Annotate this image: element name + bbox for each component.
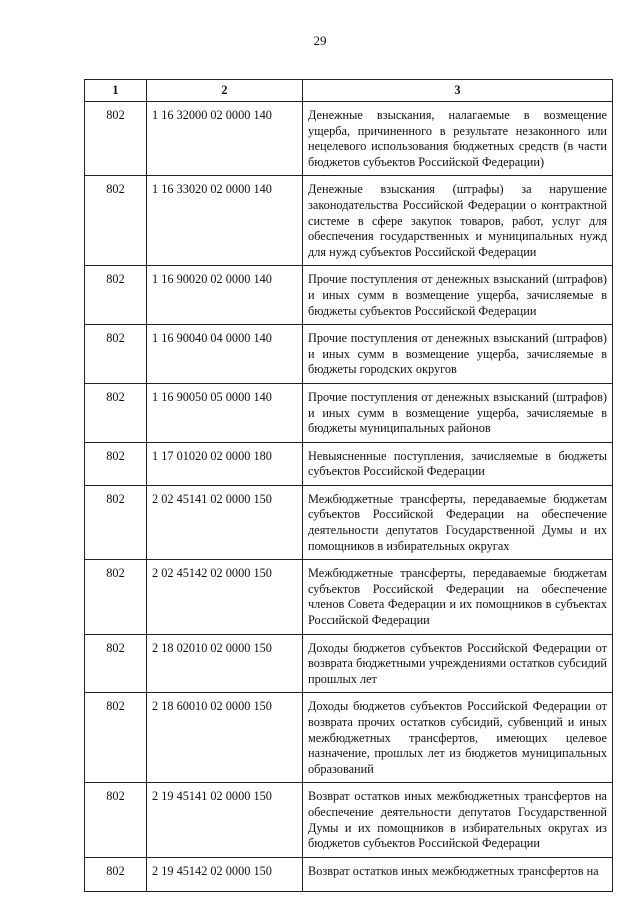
table-row: [85, 266, 613, 325]
table-row: [85, 560, 613, 634]
table-header-row: [85, 80, 613, 102]
description-cell: Возврат остатков иных межбюджетных трансфертов на: [303, 857, 613, 891]
admin-code-cell: 802: [85, 102, 147, 176]
description-cell: Межбюджетные трансферты, передаваемые бюджетам субъектов Российской Федерации на обеспечение членов Совета Федерации и их помощников в субъектах Российской Федерации: [303, 560, 613, 634]
revenue-code-cell: 2 19 45142 02 0000 150: [147, 857, 303, 891]
table-row: [85, 783, 613, 857]
table-row: [85, 325, 613, 384]
revenue-code-cell: 1 16 90020 02 0000 140: [147, 266, 303, 325]
table-row: [85, 634, 613, 693]
description-cell: Прочие поступления от денежных взысканий (штрафов) и иных сумм в возмещение ущерба, зачисляемые в бюджеты городских округов: [303, 325, 613, 384]
description-cell: Прочие поступления от денежных взысканий (штрафов) и иных сумм в возмещение ущерба, зачисляемые в бюджеты муниципальных районов: [303, 383, 613, 442]
revenue-code-cell: 1 16 32000 02 0000 140: [147, 102, 303, 176]
revenue-code-cell: 1 16 90040 04 0000 140: [147, 325, 303, 384]
description-cell: Невыясненные поступления, зачисляемые в бюджеты субъектов Российской Федерации: [303, 442, 613, 485]
admin-code-cell: 802: [85, 857, 147, 891]
admin-code-cell: 802: [85, 485, 147, 559]
admin-code-cell: 802: [85, 442, 147, 485]
revenue-codes-table: [84, 79, 613, 892]
column-header: 1: [85, 80, 147, 102]
description-cell: Денежные взыскания, налагаемые в возмещение ущерба, причиненного в результате незаконного или нецелевого использования бюджетных средств (в части бюджетов субъектов Российской Федерации): [303, 102, 613, 176]
table-row: [85, 102, 613, 176]
table-row: [85, 693, 613, 783]
table-row: [85, 176, 613, 266]
admin-code-cell: 802: [85, 634, 147, 693]
column-header: 2: [147, 80, 303, 102]
table-row: [85, 442, 613, 485]
revenue-code-cell: 1 16 90050 05 0000 140: [147, 383, 303, 442]
revenue-code-cell: 1 16 33020 02 0000 140: [147, 176, 303, 266]
admin-code-cell: 802: [85, 383, 147, 442]
page-number: 29: [313, 33, 327, 48]
table-row: [85, 857, 613, 891]
revenue-code-cell: 2 02 45141 02 0000 150: [147, 485, 303, 559]
description-cell: Возврат остатков иных межбюджетных трансфертов на обеспечение деятельности депутатов Государственной Думы и их помощников в избирательных округах из бюджетов субъектов Российской Федерации: [303, 783, 613, 857]
admin-code-cell: 802: [85, 693, 147, 783]
admin-code-cell: 802: [85, 783, 147, 857]
description-cell: Доходы бюджетов субъектов Российской Федерации от возврата бюджетными учреждениями остатков субсидий прошлых лет: [303, 634, 613, 693]
revenue-code-cell: 2 02 45142 02 0000 150: [147, 560, 303, 634]
table-row: [85, 383, 613, 442]
admin-code-cell: 802: [85, 325, 147, 384]
description-cell: Межбюджетные трансферты, передаваемые бюджетам субъектов Российской Федерации на обеспечение деятельности депутатов Государственной Думы и их помощников в избирательных округах: [303, 485, 613, 559]
description-cell: Прочие поступления от денежных взысканий (штрафов) и иных сумм в возмещение ущерба, зачисляемые в бюджеты субъектов Российской Федерации: [303, 266, 613, 325]
revenue-code-cell: 2 18 02010 02 0000 150: [147, 634, 303, 693]
admin-code-cell: 802: [85, 266, 147, 325]
column-header: 3: [303, 80, 613, 102]
table-row: [85, 485, 613, 559]
revenue-code-cell: 2 18 60010 02 0000 150: [147, 693, 303, 783]
revenue-code-cell: 2 19 45141 02 0000 150: [147, 783, 303, 857]
admin-code-cell: 802: [85, 176, 147, 266]
revenue-code-cell: 1 17 01020 02 0000 180: [147, 442, 303, 485]
description-cell: Доходы бюджетов субъектов Российской Федерации от возврата прочих остатков субсидий, субвенций и иных межбюджетных трансфертов, имеющих целевое назначение, прошлых лет из бюджетов муниципальных образований: [303, 693, 613, 783]
admin-code-cell: 802: [85, 560, 147, 634]
description-cell: Денежные взыскания (штрафы) за нарушение законодательства Российской Федерации о контрактной системе в сфере закупок товаров, работ, услуг для обеспечения государственных и муниципальных нужд для нужд субъектов Российской Федерации: [303, 176, 613, 266]
